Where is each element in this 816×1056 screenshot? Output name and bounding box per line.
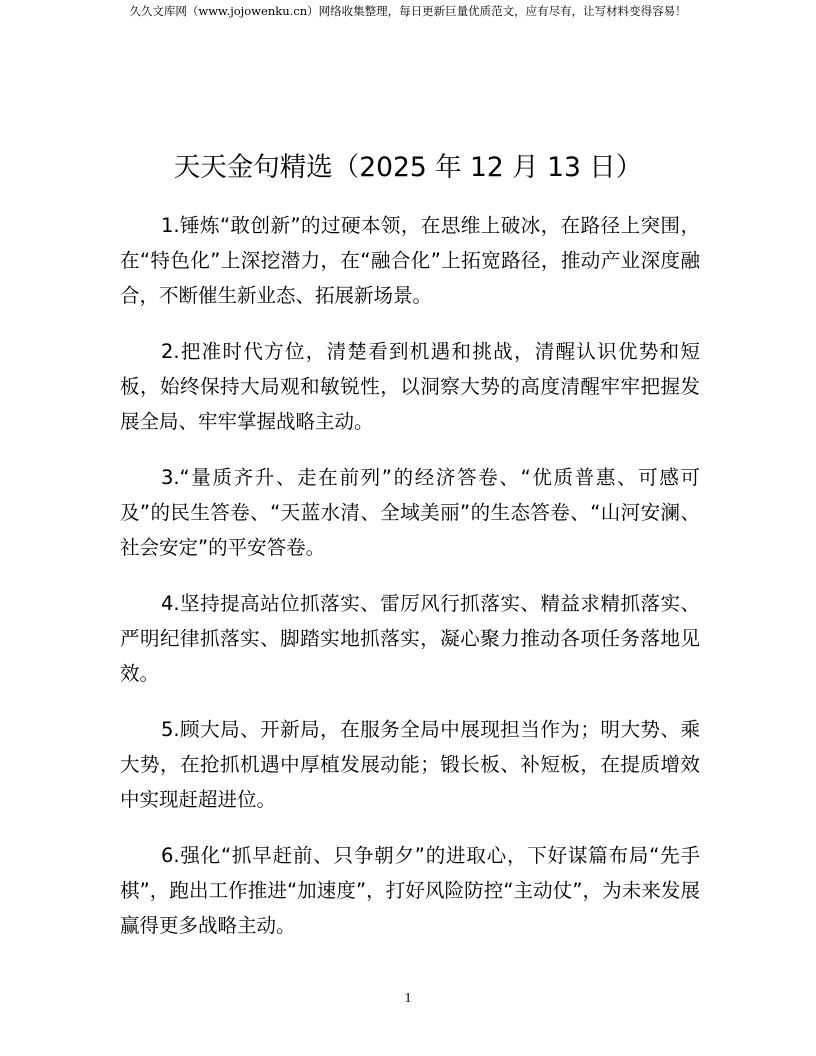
document-body <box>120 208 700 964</box>
paragraph-3: 3.“量质齐升、走在前列”的经济答卷、“优质普惠、可感可及”的民生答卷、“天蓝水清、全域美丽”的生态答卷、“山河安澜、社会安定”的平安答卷。 <box>120 466 700 559</box>
page-number: 1 <box>404 991 412 1006</box>
paragraph-2: 2.把准时代方位，清楚看到机遇和挑战，清醒认识优势和短板，始终保持大局观和敏锐性，以洞察大势的高度清醒牢牢把握发展全局、牢牢掌握战略主动。 <box>120 340 700 433</box>
paragraph-6: 6.强化“抓早赶前、只争朝夕”的进取心，下好谋篇布局“先手棋”，跑出工作推进“加速度”，打好风险防控“主动仗”，为未来发展赢得更多战略主动。 <box>120 844 700 937</box>
paragraph-1: 1.锤炼“敢创新”的过硬本领，在思维上破冰，在路径上突围，在“特色化”上深挖潜力，在“融合化”上拓宽路径，推动产业深度融合，不断催生新业态、拓展新场景。 <box>120 214 700 307</box>
paragraph-4: 4.坚持提高站位抓落实、雷厉风行抓落实、精益求精抓落实、严明纪律抓落实、脚踏实地抓落实，凝心聚力推动各项任务落地见效。 <box>120 592 700 685</box>
paragraph-5: 5.顾大局、开新局，在服务全局中展现担当作为；明大势、乘大势，在抢抓机遇中厚植发展动能；锻长板、补短板，在提质增效中实现赶超进位。 <box>120 718 700 811</box>
header-note: 久久文库网（www.jojowenku.cn）网络收集整理，每日更新巨量优质范文，应有尽有，让写材料变得容易！ <box>129 4 687 18</box>
page-title: 天天金句精选（2025 年 12 月 13 日） <box>173 152 643 183</box>
